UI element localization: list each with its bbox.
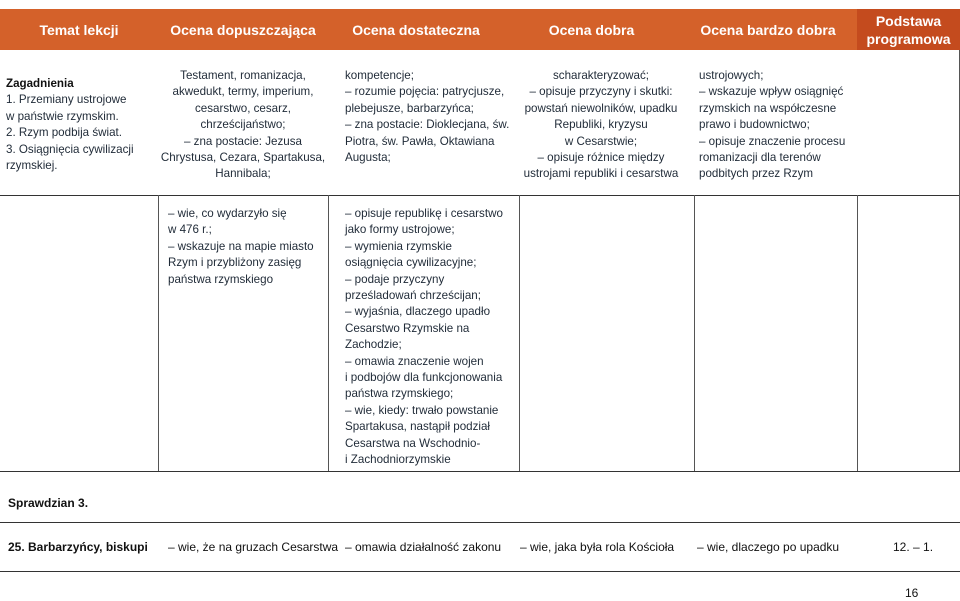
row2-grade-sufficient-cell (168, 206, 326, 288)
text-line: prawo i budownictwo; (699, 118, 810, 132)
text-line: ustrojami republiki i cesarstwa (523, 167, 679, 181)
row-divider (0, 195, 960, 196)
row2-grade-satisfactory-cell (345, 206, 517, 469)
text-line: – wie, kiedy: trwało powstanie (345, 403, 499, 417)
row25-grade-very-good: – wie, dlaczego po upadku (697, 540, 840, 554)
row1-topic-line: rzymskiej. (6, 159, 58, 173)
row25-topic: 25. Barbarzyńcy, biskupi (8, 540, 148, 554)
row1-grade-good-cell (512, 68, 690, 183)
text-line: Cesarstwa na Wschodnio- (345, 436, 481, 450)
text-line: Piotra, św. Pawła, Oktawiana (345, 134, 495, 148)
header-curriculum-line2: programowa (866, 30, 951, 47)
text-line: – opisuje różnice między (537, 151, 665, 165)
header-grade-good: Ocena dobra (504, 9, 679, 50)
text-line: – wie, co wydarzyło się (168, 207, 287, 220)
row25-curriculum-basis: 12. – 1. (893, 540, 934, 554)
column-divider (158, 195, 159, 471)
text-line: scharakteryzować; (552, 69, 649, 82)
text-line: Cesarstwo Rzymskie na (345, 321, 470, 335)
text-line: plebejusze, barbarzyńca; (345, 101, 474, 115)
row-divider (0, 522, 960, 523)
page-number: 16 (905, 586, 919, 600)
text-line: w Cesarstwie; (564, 134, 638, 148)
header-curriculum-basis (857, 9, 960, 50)
row1-topic-cell (6, 76, 156, 174)
text-line: Chrystusa, Cezara, Spartakusa, (160, 151, 326, 165)
column-divider (519, 195, 520, 471)
row-divider (0, 471, 960, 472)
text-line: – zna postacie: Jezusa (184, 134, 302, 148)
text-line: kompetencje; (345, 69, 414, 82)
text-line: państwa rzymskiego; (345, 387, 454, 401)
text-line: państwa rzymskiego (168, 272, 274, 286)
column-divider (328, 195, 329, 471)
header-grade-sufficient: Ocena dopuszczająca (158, 9, 328, 50)
header-curriculum-line1: Podstawa (875, 12, 942, 29)
text-line: – opisuje znaczenie procesu (699, 134, 846, 148)
text-line: Hannibala; (215, 167, 271, 181)
text-line: – rozumie pojęcia: patrycjusze, (345, 85, 505, 99)
text-line: prześladowań chrześcijan; (345, 289, 481, 303)
text-line: akwedukt, termy, imperium, (172, 85, 314, 99)
text-line: podbitych przez Rzym (699, 167, 814, 181)
text-line: – zna postacie: Dioklecjana, św. (345, 118, 510, 132)
row1-topic-line: 3. Osiągnięcia cywilizacji (6, 142, 134, 156)
text-line: Rzym i przybliżony zasięg (168, 256, 302, 270)
row1-grade-very-good-cell (699, 68, 857, 183)
row1-grade-satisfactory-cell (345, 68, 517, 166)
text-line: rzymskich na współczesne (699, 101, 837, 115)
column-divider (857, 195, 858, 471)
test-label: Sprawdzian 3. (8, 496, 89, 510)
text-line: Augusta; (345, 151, 391, 165)
text-line: – wskazuje na mapie miasto (168, 239, 314, 253)
text-line: – wyjaśnia, dlaczego upadło (345, 305, 491, 319)
text-line: ustrojowych; (699, 69, 764, 82)
text-line: jako formy ustrojowe; (345, 223, 455, 237)
column-divider (694, 195, 695, 471)
text-line: Republiki, kryzysu (554, 118, 648, 132)
text-line: romanizacji dla terenów (699, 151, 821, 165)
row1-topic-line: 2. Rzym podbija świat. (6, 126, 122, 140)
text-line: – podaje przyczyny (345, 272, 445, 286)
text-line: – opisuje republikę i cesarstwo (345, 207, 503, 220)
row-divider (0, 571, 960, 572)
row25-grade-satisfactory: – omawia działalność zakonu (345, 540, 502, 554)
text-line: chrześcijaństwo; (200, 118, 286, 132)
text-line: i Zachodniorzymskie (345, 453, 451, 467)
text-line: osiągnięcia cywilizacyjne; (345, 256, 477, 270)
row25-grade-sufficient: – wie, że na gruzach Cesarstwa (168, 540, 339, 554)
row25-grade-good: – wie, jaka była rola Kościoła (520, 540, 675, 554)
text-line: i podbojów dla funkcjonowania (345, 371, 503, 385)
row1-topic-title: Zagadnienia (6, 77, 74, 90)
header-grade-very-good: Ocena bardzo dobra (679, 9, 857, 50)
text-line: – wymienia rzymskie (345, 239, 452, 253)
text-line: powstań niewolników, upadku (524, 101, 678, 115)
row1-topic-line: 1. Przemiany ustrojowe (6, 93, 127, 107)
text-line: cesarstwo, cesarz, (195, 101, 291, 115)
text-line: – wskazuje wpływ osiągnięć (699, 85, 844, 99)
text-line: – omawia znaczenie wojen (345, 354, 484, 368)
header-topic: Temat lekcji (0, 9, 158, 50)
text-line: w 476 r.; (168, 223, 212, 237)
text-line: – opisuje przyczyny i skutki: (529, 85, 673, 99)
row1-grade-sufficient-cell (160, 68, 326, 183)
header-grade-satisfactory: Ocena dostateczna (328, 9, 504, 50)
text-line: Testament, romanizacja, (180, 69, 306, 82)
row1-topic-line: w państwie rzymskim. (6, 109, 119, 123)
text-line: Zachodzie; (345, 338, 402, 352)
text-line: Spartakusa, nastąpił podział (345, 420, 491, 434)
